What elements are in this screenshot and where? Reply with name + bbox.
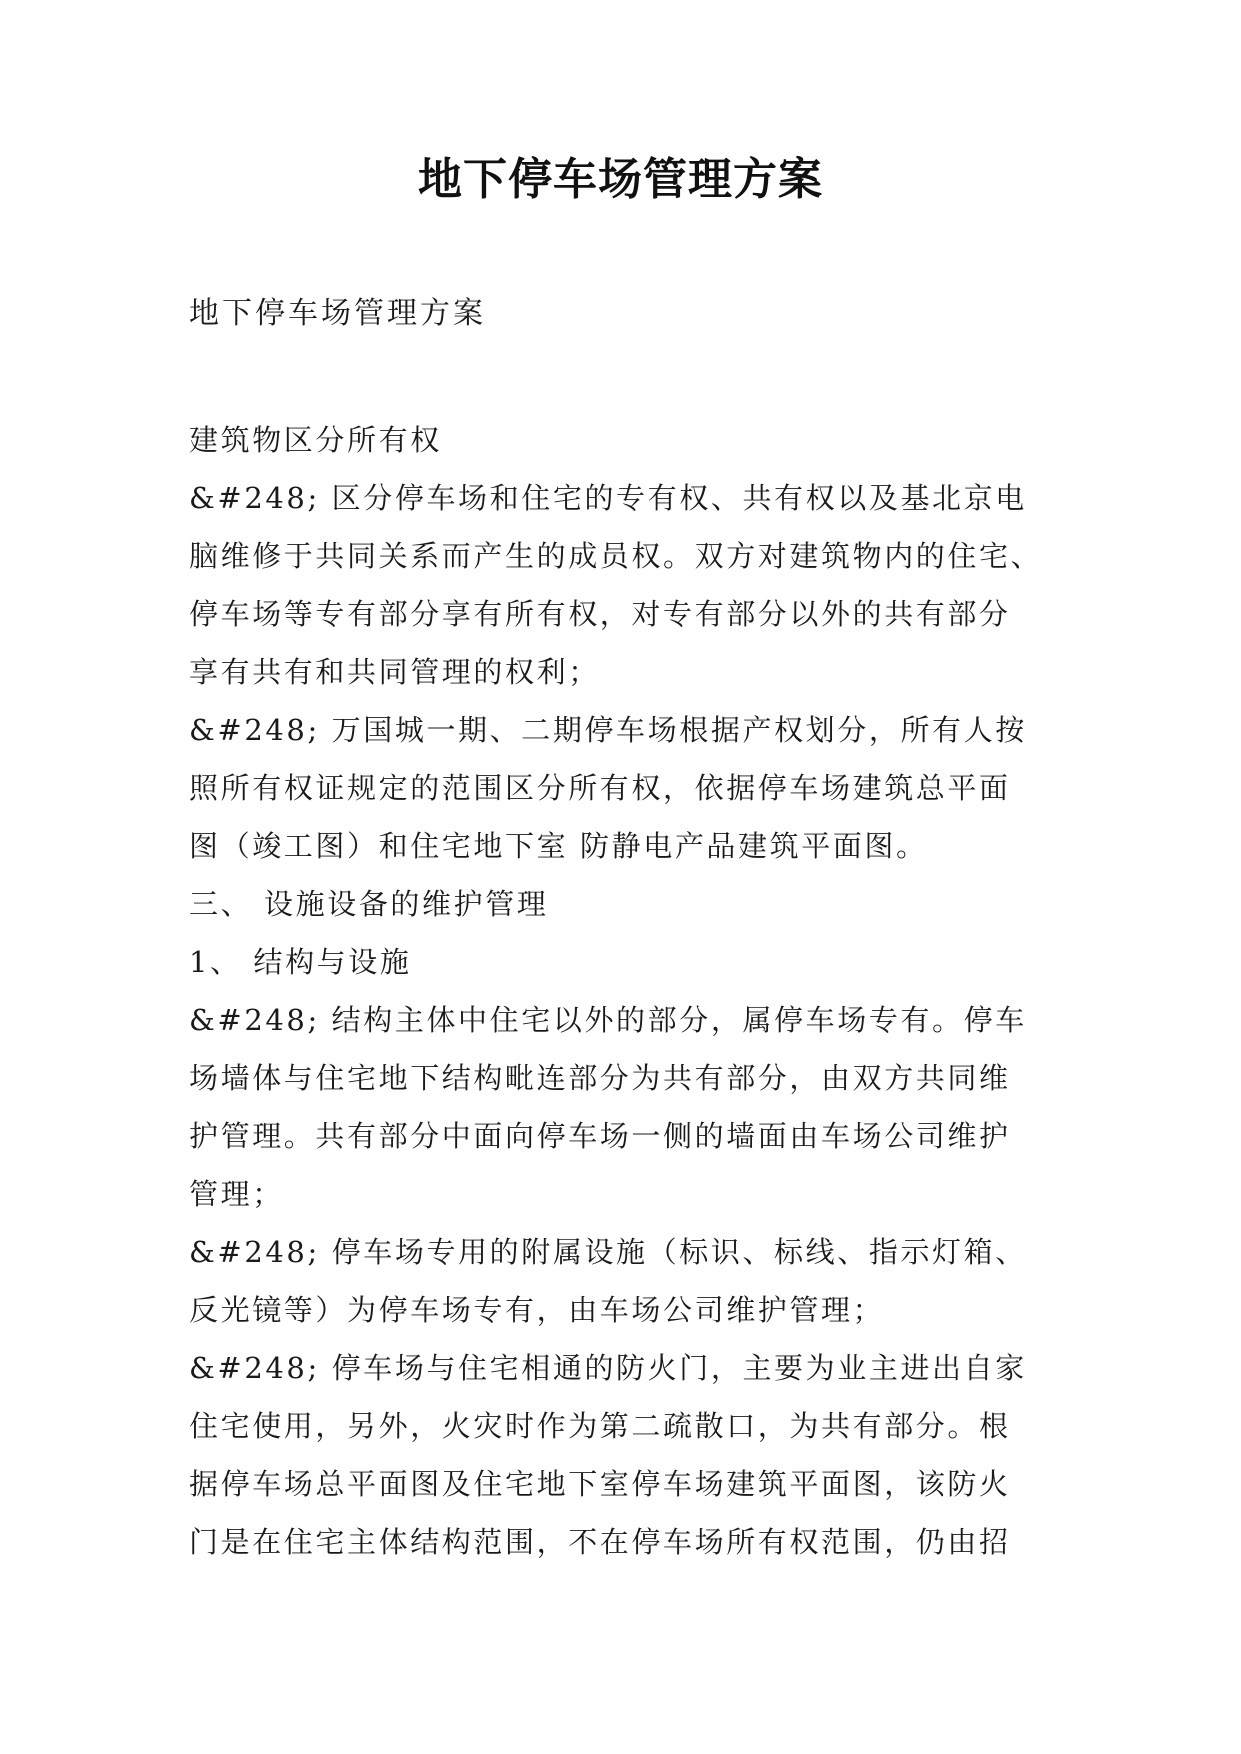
body-line: 管理； — [189, 1177, 284, 1211]
body-line: 反光镜等）为停车场专有，由车场公司维护管理； — [189, 1293, 885, 1327]
document-body — [189, 411, 1061, 1571]
body-line: &#248; 停车场与住宅相通的防火门，主要为业主进出自家 — [189, 1351, 1027, 1385]
body-line: &#248; 万国城一期、二期停车场根据产权划分，所有人按 — [189, 713, 1027, 747]
body-line: 住宅使用，另外，火灾时作为第二疏散口，为共有部分。根 — [189, 1409, 1011, 1443]
body-line: 据停车场总平面图及住宅地下室停车场建筑平面图，该防火 — [189, 1467, 1011, 1501]
body-line: 照所有权证规定的范围区分所有权，依据停车场建筑总平面 — [189, 771, 1011, 805]
body-line: 门是在住宅主体结构范围，不在停车场所有权范围，仍由招 — [189, 1525, 1011, 1559]
document-subtitle: 地下停车场管理方案 — [189, 296, 486, 331]
subsection-heading: 1、 结构与设施 — [189, 945, 412, 979]
body-line: 脑维修于共同关系而产生的成员权。双方对建筑物内的住宅、 — [189, 539, 1043, 573]
body-line: &#248; 结构主体中住宅以外的部分，属停车场专有。停车 — [189, 1003, 1027, 1037]
body-line: &#248; 停车场专用的附属设施（标识、标线、指示灯箱、 — [189, 1235, 1027, 1269]
body-line: 场墙体与住宅地下结构毗连部分为共有部分，由双方共同维 — [189, 1061, 1011, 1095]
body-line: 建筑物区分所有权 — [189, 423, 442, 457]
body-line: 图（竣工图）和住宅地下室 防静电产品建筑平面图。 — [189, 829, 928, 863]
body-line: 享有共有和共同管理的权利； — [189, 655, 600, 689]
section-heading: 三、 设施设备的维护管理 — [189, 887, 549, 921]
body-line: 停车场等专有部分享有所有权，对专有部分以外的共有部分 — [189, 597, 1011, 631]
body-line: 护管理。共有部分中面向停车场一侧的墙面由车场公司维护 — [189, 1119, 1011, 1153]
document-title: 地下停车场管理方案 — [418, 154, 823, 205]
body-line: &#248; 区分停车场和住宅的专有权、共有权以及基北京电 — [189, 481, 1027, 515]
